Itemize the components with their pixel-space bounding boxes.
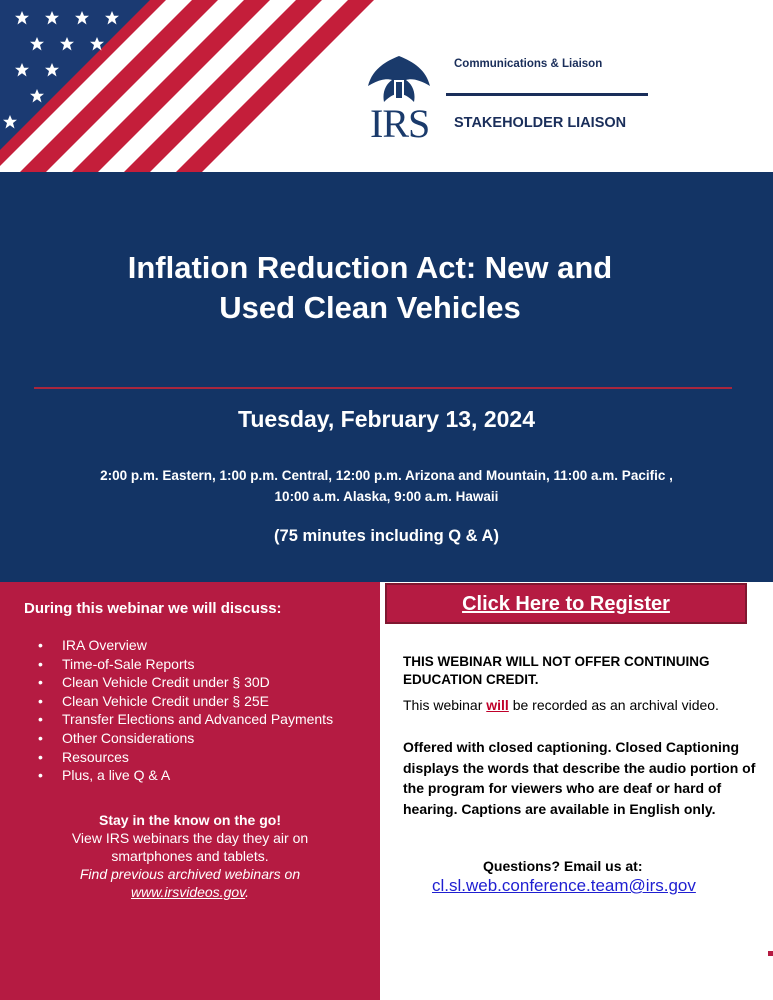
title-line-2: Used Clean Vehicles [219, 290, 521, 325]
mobile-line-3: Find previous archived webinars on [79, 866, 301, 882]
topic-list [38, 636, 333, 785]
list-item: • Plus, a live Q & A [38, 766, 333, 785]
irs-logo-text: IRS [370, 101, 430, 146]
divider [446, 93, 648, 96]
list-item: • IRA Overview [38, 636, 333, 655]
no-ce-notice: THIS WEBINAR WILL NOT OFFER CONTINUING EDUCATION CREDIT. [403, 654, 710, 687]
list-item: • Transfer Elections and Advanced Payments [38, 710, 333, 729]
email-link[interactable]: cl.sl.web.conference.team@irs.gov [432, 876, 696, 895]
event-duration: (75 minutes including Q & A) [274, 527, 499, 545]
link-suffix: . [245, 884, 249, 900]
list-item: • Clean Vehicle Credit under § 25E [38, 692, 333, 711]
times-line-1: 2:00 p.m. Eastern, 1:00 p.m. Central, 12:00 p.m. Arizona and Mountain, 11:00 a.m. Pacific , [100, 468, 673, 483]
header [0, 0, 773, 172]
recording-notice [403, 697, 763, 713]
list-item: • Clean Vehicle Credit under § 30D [38, 673, 333, 692]
list-item: • Resources [38, 748, 333, 767]
discussion-heading: During this webinar we will discuss: [24, 600, 282, 617]
recorded-post: be recorded as an archival video. [508, 697, 719, 713]
times-line-2: 10:00 a.m. Alaska, 9:00 a.m. Hawaii [274, 489, 499, 504]
mobile-info [10, 811, 370, 901]
recorded-pre: This webinar [403, 697, 487, 713]
mobile-line-2: smartphones and tablets. [111, 848, 269, 864]
us-flag-icon [0, 0, 380, 172]
department-name: STAKEHOLDER LIAISON [454, 115, 627, 131]
divider [34, 387, 732, 389]
page-title [40, 248, 700, 328]
mobile-line-1: View IRS webinars the day they air on [71, 830, 309, 846]
mobile-heading: Stay in the know on the go! [99, 812, 281, 828]
register-label[interactable]: Click Here to Register [462, 593, 670, 615]
questions-label: Questions? Email us at: [483, 858, 643, 874]
register-button[interactable] [385, 583, 747, 624]
decorative-mark [768, 951, 773, 956]
event-times [40, 465, 733, 507]
list-item: • Other Considerations [38, 729, 333, 748]
irsvideos-link[interactable]: www.irsvideos.gov [130, 884, 246, 900]
org-line: Communications & Liaison [454, 58, 603, 70]
recorded-emphasis: will [486, 697, 509, 713]
event-date: Tuesday, February 13, 2024 [237, 406, 536, 432]
list-item: • Time-of-Sale Reports [38, 655, 333, 674]
captioning-notice: Offered with closed captioning. Closed Captioning displays the words that describe the audio portion of the program for viewers who are deaf or hard of hearing. Captions are available in English only. [403, 739, 756, 817]
title-banner [0, 172, 773, 582]
title-line-1: Inflation Reduction Act: New and [127, 250, 613, 285]
